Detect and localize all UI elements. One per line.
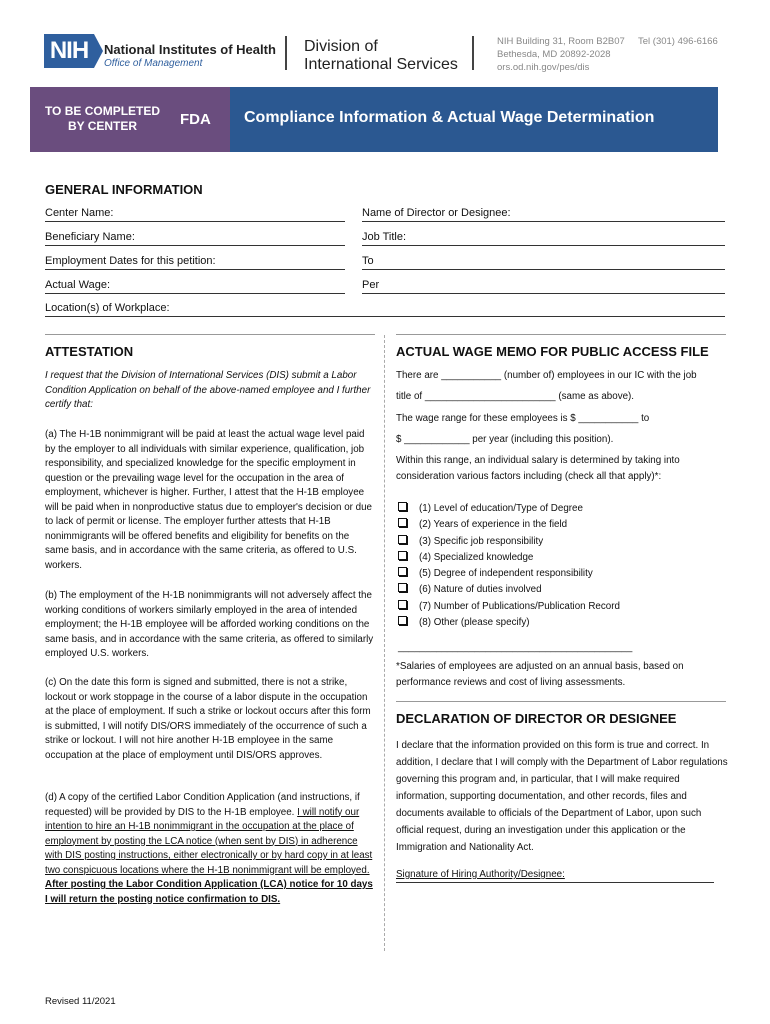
checkbox[interactable] bbox=[398, 551, 407, 560]
tbc-line2: BY CENTER bbox=[67, 119, 138, 133]
checkbox[interactable] bbox=[398, 600, 407, 609]
memo-line5: Within this range, an individual salary is determined by taking into consideration various factors including (check all that apply)*: bbox=[396, 455, 680, 482]
factor-item[interactable] bbox=[398, 550, 718, 566]
memo-line4: $ ____________ per year (including this position). bbox=[396, 434, 614, 445]
general-heading: GENERAL INFORMATION bbox=[45, 182, 203, 197]
nih-logo-chevron bbox=[94, 34, 103, 68]
wage-per-field[interactable] bbox=[362, 279, 725, 294]
checkbox[interactable] bbox=[398, 518, 407, 527]
memo-line2: title of ________________________ (same as above). bbox=[396, 391, 635, 402]
header-divider bbox=[285, 36, 287, 70]
revised-date: Revised 11/2021 bbox=[45, 996, 116, 1007]
checkbox[interactable] bbox=[398, 583, 407, 592]
checkbox[interactable] bbox=[398, 502, 407, 511]
memo-line1: There are ___________ (number of) employees in our IC with the job bbox=[396, 370, 697, 381]
attestation-d-underlined: I will notify our intention to hire an H-1B nonimmigrant in the occupation at the place of employment by posting the LCA notice (when sent by DIS) in adherence with DIS posting instructions, either electronically or by hard copy in at least two conspicuous locations where the H-1B nonimmigrant will be employed. bbox=[45, 806, 373, 876]
factor-item[interactable] bbox=[398, 582, 718, 598]
factor-list bbox=[398, 501, 718, 631]
actual-wage-field[interactable] bbox=[45, 279, 345, 294]
factor-label: (8) Other (please specify) bbox=[419, 617, 530, 629]
employment-dates-field[interactable] bbox=[45, 255, 345, 270]
division-name bbox=[304, 38, 458, 74]
attestation-b: (b) The employment of the H-1B nonimmigrants will not adversely affect the working conditions of workers similarly employed in the area of intended employment; the H-1B employee will be afforded working conditions on the same basis, and in accordance with the same criteria, as offered to similarly employed U.S. workers. bbox=[45, 590, 374, 659]
attestation-d bbox=[45, 791, 375, 907]
center-name-field[interactable] bbox=[45, 207, 345, 222]
declaration-rule bbox=[396, 701, 726, 702]
workplace-location-field[interactable] bbox=[45, 302, 725, 317]
org-sub: Office of Management bbox=[104, 58, 203, 69]
factor-label: (7) Number of Publications/Publication Record bbox=[419, 600, 620, 612]
attestation-intro-text: I request that the Division of International Services (DIS) submit a Labor Condition Application on behalf of the above-named employee and I further certify that: bbox=[45, 370, 371, 410]
actual-wage-label: Actual Wage: bbox=[45, 279, 111, 291]
attestation-c: (c) On the date this form is signed and submitted, there is not a strike, lockout or work stoppage in the course of a labor dispute in the occupation at the place of employment. If such a strike or lockout occurs after this form is submitted, I will notify DIS/ORS immediately of the occurrence of such a strike or lockout. I will not hire another H-1B employee in the same occupation at the place of employment until DIS/ORS approves. bbox=[45, 677, 371, 761]
declaration-heading: DECLARATION OF DIRECTOR OR DESIGNEE bbox=[396, 711, 677, 726]
attestation-d-plain: (d) A copy of the certified Labor Condition Application (and instructions, if requested) will be provided by DIS to the H-1B employee. bbox=[45, 792, 360, 818]
job-title-field[interactable] bbox=[362, 231, 725, 246]
tbc-line1: TO BE COMPLETED bbox=[44, 104, 161, 118]
per-label: Per bbox=[362, 279, 380, 291]
attestation-rule bbox=[45, 334, 375, 335]
factor-item[interactable] bbox=[398, 566, 718, 582]
factor-item[interactable] bbox=[398, 517, 718, 533]
checkbox[interactable] bbox=[398, 616, 407, 625]
dates-label: Employment Dates for this petition: bbox=[45, 255, 216, 267]
job-title-label: Job Title: bbox=[362, 231, 407, 243]
factor-item[interactable] bbox=[398, 615, 718, 631]
signature-label: Signature of Hiring Authority/Designee: bbox=[396, 869, 565, 880]
attestation-heading: ATTESTATION bbox=[45, 344, 134, 359]
employment-dates-to-field[interactable] bbox=[362, 255, 725, 270]
factor-label: (2) Years of experience in the field bbox=[419, 519, 568, 531]
address-line2: Bethesda, MD 20892-2028 bbox=[497, 49, 611, 60]
memo-footnote: *Salaries of employees are adjusted on an annual basis, based on performance reviews and cost of living assessments. bbox=[396, 661, 684, 688]
director-name-field[interactable] bbox=[362, 207, 725, 222]
attestation-a: (a) The H-1B nonimmigrant will be paid at least the actual wage level paid by the employer to all individuals with similar experience, qualification, job responsibility, and specialized knowledge for the specific employment in question or the prevailing wage level for the occupation in the area of employment, whichever is higher. Further, I attest that the H-1B employee will be paid when in nonproductive status due to employer's decision or due to lack of permit or license. The employer further attests that H-1B nonimmigrants will be offered benefits and eligibility for benefits on the same basis, and in accordance with the same criteria, as offered to U.S. workers. bbox=[45, 429, 372, 571]
factor-item[interactable] bbox=[398, 599, 718, 615]
header-divider bbox=[472, 36, 474, 70]
center-code: FDA bbox=[180, 111, 211, 128]
checkbox[interactable] bbox=[398, 535, 407, 544]
other-specify-line[interactable]: ___________________________________________ bbox=[398, 642, 633, 653]
attestation-d-bold: After posting the Labor Condition Application (LCA) notice for 10 days I will return the posting notice confirmation to DIS. bbox=[45, 879, 373, 905]
org-name: National Institutes of Health bbox=[104, 42, 276, 57]
declaration-text: I declare that the information provided on this form is true and correct. In addition, I declare that I will comply with the Department of Labor regulations governing this program and, in particular, that I will make required information, supporting documentation, and other records, files and documents available to officials of the Department of Labor, upon such official request, during an investigation under this application or the Immigration and Nationality Act. bbox=[396, 740, 728, 853]
memo-line3: The wage range for these employees is $ ___________ to bbox=[396, 413, 650, 424]
attestation-intro bbox=[45, 369, 375, 413]
director-label: Name of Director or Designee: bbox=[362, 207, 511, 219]
address-line1: NIH Building 31, Room B2B07 bbox=[497, 36, 625, 47]
memo-heading: ACTUAL WAGE MEMO FOR PUBLIC ACCESS FILE bbox=[396, 344, 709, 359]
division-line2: International Services bbox=[304, 56, 458, 73]
factor-label: (1) Level of education/Type of Degree bbox=[419, 503, 583, 514]
beneficiary-field[interactable] bbox=[45, 231, 345, 246]
center-name-label: Center Name: bbox=[45, 207, 114, 219]
factor-label: (6) Nature of duties involved bbox=[419, 584, 542, 596]
factor-label: (4) Specialized knowledge bbox=[419, 551, 534, 563]
signature-field[interactable] bbox=[396, 869, 714, 883]
to-be-completed-label bbox=[40, 104, 165, 134]
location-label: Location(s) of Workplace: bbox=[45, 302, 170, 314]
memo-rule bbox=[396, 334, 726, 335]
factor-label: (3) Specific job responsibility bbox=[419, 535, 544, 547]
checkbox[interactable] bbox=[398, 567, 407, 576]
factor-item[interactable] bbox=[398, 534, 718, 550]
website-link[interactable]: ors.od.nih.gov/pes/dis bbox=[497, 62, 590, 73]
factor-item[interactable] bbox=[398, 501, 718, 517]
beneficiary-label: Beneficiary Name: bbox=[45, 231, 135, 243]
phone: Tel (301) 496-6166 bbox=[638, 36, 718, 47]
column-divider bbox=[384, 335, 386, 951]
contact-block bbox=[497, 35, 718, 74]
form-title: Compliance Information & Actual Wage Determination bbox=[244, 109, 655, 126]
to-label: To bbox=[362, 255, 374, 267]
factor-label: (5) Degree of independent responsibility bbox=[419, 568, 593, 580]
nih-logo: NIH bbox=[44, 34, 94, 68]
division-line1: Division of bbox=[304, 38, 378, 55]
